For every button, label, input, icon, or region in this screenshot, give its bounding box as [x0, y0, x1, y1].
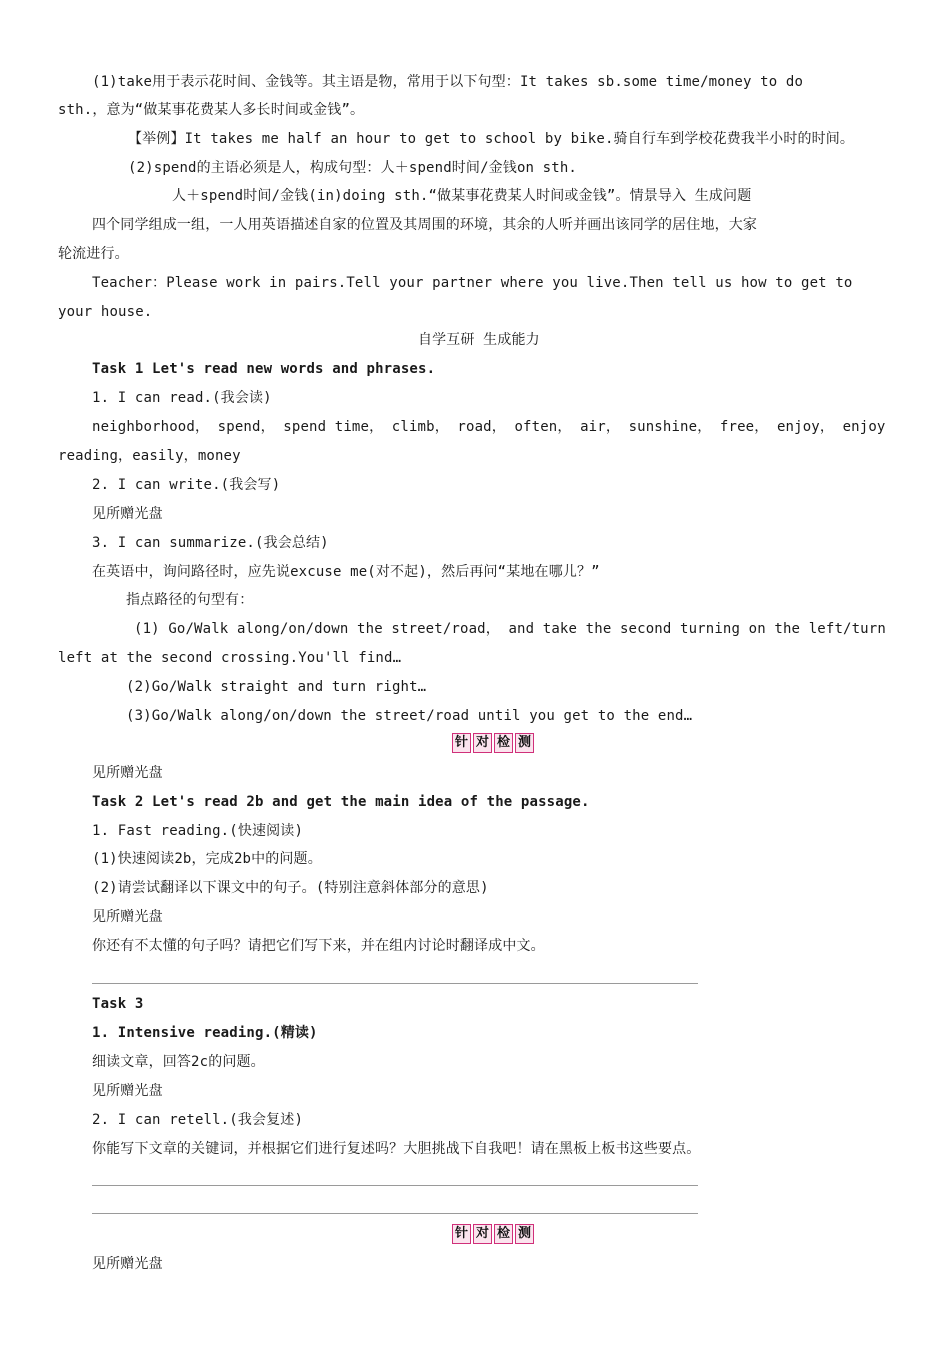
badge-char: 测 — [515, 733, 534, 753]
task-3-heading: Task 3 — [92, 996, 144, 1012]
task-2-step-1: (1)快速阅读2b，完成2b中的问题。 — [92, 851, 322, 867]
summary-line-1: 在英语中，询问路径时，应先说excuse me(对不起)，然后再问“某地在哪儿？” — [92, 564, 600, 580]
pattern-2: (2)Go/Walk straight and turn right… — [126, 679, 427, 695]
spend-usage-line-2: 人＋spend时间/金钱(in)doing sth.“做某事花费某人时间或金钱”。情景导入 生成问题 — [172, 188, 752, 204]
task-1-heading: Task 1 Let's read new words and phrases. — [92, 361, 436, 377]
spend-usage-line-1: (2)spend的主语必须是人，构成句型：人＋spend时间/金钱on sth. — [128, 160, 578, 176]
task-2-heading: Task 2 Let's read 2b and get the main idea of the passage. — [92, 794, 590, 810]
teacher-line-1: Teacher：Please work in pairs.Tell your partner where you live.Then tell us how to get to — [92, 275, 853, 291]
task-2-question: 你还有不太懂的句子吗？请把它们写下来，并在组内讨论时翻译成中文。 — [92, 938, 545, 954]
badge-char: 对 — [473, 1224, 492, 1244]
see-cd-note: 见所赠光盘 — [92, 1083, 163, 1099]
badge-char: 测 — [515, 1224, 534, 1244]
summary-line-2: 指点路径的句型有： — [126, 592, 254, 608]
pattern-1-line-2: left at the second crossing.You'll find… — [58, 650, 402, 666]
example-sentence: 【举例】It takes me half an hour to get to school by bike.骑自行车到学校花费我半小时的时间。 — [128, 131, 855, 147]
task-3-item-1: 1. Intensive reading.(精读) — [92, 1025, 318, 1041]
answer-line — [92, 983, 698, 984]
teacher-line-2: your house. — [58, 304, 153, 320]
vocab-line-2: reading，easily，money — [58, 448, 241, 464]
vocab-line-1: neighborhood， spend， spend time， climb， road， often， air， sunshine， free， enjoy， enjoy — [92, 419, 886, 435]
take-usage-line-2: sth.，意为“做某事花费某人多长时间或金钱”。 — [58, 102, 365, 118]
task-1-item-3: 3. I can summarize.(我会总结) — [92, 535, 329, 551]
task-2-item-1: 1. Fast reading.(快速阅读) — [92, 823, 304, 839]
retell-instruction: 你能写下文章的关键词，并根据它们进行复述吗？大胆挑战下自我吧！请在黑板上板书这些要点。 — [92, 1141, 701, 1157]
answer-line — [92, 1213, 698, 1214]
badge-char: 检 — [494, 1224, 513, 1244]
task-2-step-2: (2)请尝试翻译以下课文中的句子。(特别注意斜体部分的意思) — [92, 880, 489, 896]
task-1-item-2: 2. I can write.(我会写) — [92, 477, 281, 493]
check-badge-2 — [452, 1224, 534, 1244]
see-cd-note: 见所赠光盘 — [92, 909, 163, 925]
task-3-instruction: 细读文章，回答2c的问题。 — [92, 1054, 265, 1070]
see-cd-note: 见所赠光盘 — [92, 1256, 163, 1272]
task-3-item-2: 2. I can retell.(我会复述) — [92, 1112, 304, 1128]
badge-char: 检 — [494, 733, 513, 753]
answer-line — [92, 1185, 698, 1186]
pattern-1-line-1: (1) Go/Walk along/on/down the street/road， and take the second turning on the left/turn — [134, 621, 886, 637]
pattern-3: (3)Go/Walk along/on/down the street/road until you get to the end… — [126, 708, 693, 724]
section-heading: 自学互研 生成能力 — [418, 332, 540, 348]
take-usage-line-1: (1)take用于表示花时间、金钱等。其主语是物，常用于以下句型：It takes sb.some time/money to do — [92, 74, 804, 90]
see-cd-note: 见所赠光盘 — [92, 765, 163, 781]
badge-char: 针 — [452, 1224, 471, 1244]
badge-char: 对 — [473, 733, 492, 753]
activity-line-1: 四个同学组成一组，一人用英语描述自家的位置及其周围的环境，其余的人听并画出该同学的居住地，大家 — [92, 217, 758, 233]
badge-char: 针 — [452, 733, 471, 753]
task-1-item-1: 1. I can read.(我会读) — [92, 390, 272, 406]
activity-line-2: 轮流进行。 — [58, 246, 129, 262]
check-badge-1 — [452, 733, 534, 753]
see-cd-note: 见所赠光盘 — [92, 506, 163, 522]
